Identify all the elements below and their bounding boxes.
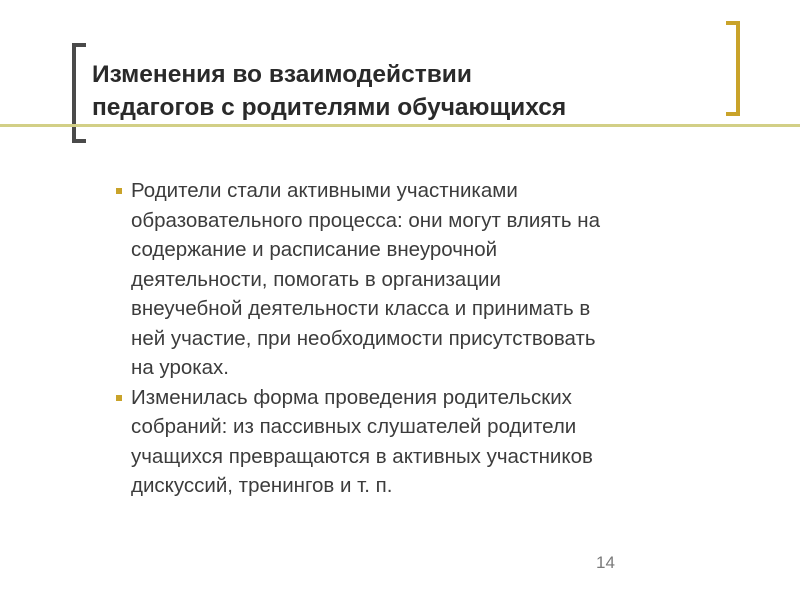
bullet-text: Изменилась форма проведения родительских собраний: из пассивных слушателей родители учащихся превращаются в активных участников дискуссий, тренингов и т. п. xyxy=(131,385,593,497)
title-line-2: педагогов с родителями обучающихся xyxy=(92,94,567,121)
slide-title xyxy=(92,58,712,124)
square-bullet-icon xyxy=(116,395,122,401)
right-bracket-decoration xyxy=(726,21,740,116)
square-bullet-icon xyxy=(116,188,122,194)
bullet-text: Родители стали активными участниками образовательного процесса: они могут влиять на содержание и расписание внеурочной деятельности, помогать в организации внеучебной деятельности класса и принимать в ней участие, при необходимости присутствовать на уроках. xyxy=(131,179,600,379)
title-divider xyxy=(0,124,800,127)
bullet-item-1 xyxy=(116,176,756,383)
bullet-list xyxy=(116,176,756,501)
left-bracket-decoration xyxy=(72,43,86,143)
title-line-1: Изменения во взаимодействии xyxy=(92,61,472,88)
page-number: 14 xyxy=(596,553,615,572)
bullet-item-2 xyxy=(116,383,756,501)
